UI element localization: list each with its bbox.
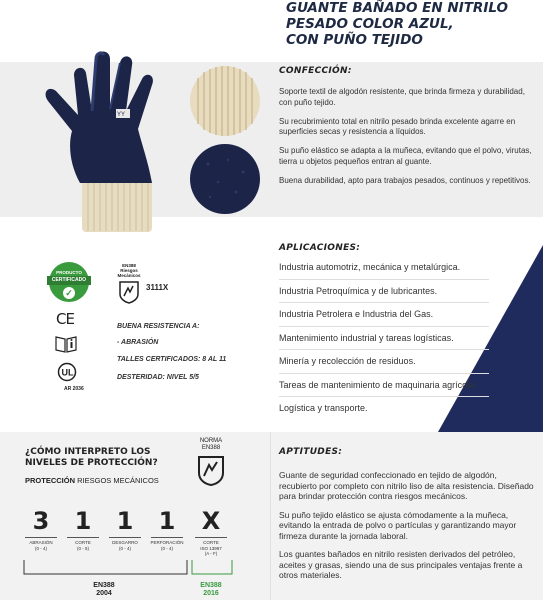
list-item: Industria automotriz, mecánica y metalúrgica. bbox=[279, 262, 489, 280]
level-label: PERFORACIÓN (0 - 4) bbox=[150, 540, 184, 551]
en388-2016-label: EN388 2016 bbox=[200, 582, 222, 597]
en388-shield-icon bbox=[197, 455, 225, 487]
list-item: Buena durabilidad, apto para trabajos pesados, continuos y repetitivos. bbox=[279, 175, 531, 185]
en388-code: 3111X bbox=[146, 283, 169, 292]
interpretacion-subtitle: PROTECCIÓN RIESGOS MECÁNICOS bbox=[25, 476, 159, 485]
standard-brackets bbox=[20, 560, 245, 580]
confeccion-heading: CONFECCIÓN: bbox=[279, 66, 352, 76]
level-label: ABRASIÓN (0 - 4) bbox=[29, 540, 53, 551]
level-digit-desgarro: 1 bbox=[116, 507, 134, 535]
ul-mark bbox=[57, 362, 77, 382]
list-item: Tareas de mantenimiento de maquinaria agrícola. bbox=[279, 380, 489, 398]
level-label: CORTE (0 - 5) bbox=[75, 540, 91, 551]
en388-2004-label: EN388 2004 bbox=[93, 582, 115, 597]
list-item: Soporte textil de algodón resistente, que brinda firmeza y durabilidad, con puño tejido. bbox=[279, 87, 525, 107]
badge-top-text: PRODUCTO bbox=[56, 270, 82, 275]
paragraph: Guante de seguridad confeccionado en tejido de algodón, recubierto por completo con nitrilo liso de alta resistencia. Diseñado para brindar protección contra riesgos mecánicos. bbox=[279, 470, 534, 501]
level-digit-perforacion: 1 bbox=[158, 507, 176, 535]
level-digit-abrasion: 3 bbox=[32, 507, 50, 535]
resistencia-label: BUENA RESISTENCIA A: bbox=[117, 323, 200, 330]
list-item: Mantenimiento industrial y tareas logísticas. bbox=[279, 333, 489, 351]
aptitudes-heading: APTITUDES: bbox=[279, 447, 343, 457]
level-label: DESGARRO (0 - 4) bbox=[112, 540, 138, 551]
list-item: Logística y transporte. bbox=[279, 403, 368, 413]
en388-label: EN388 Riesgos Mecánicos bbox=[117, 263, 141, 278]
destreza-label: DESTERIDAD: NIVEL 5/5 bbox=[117, 374, 199, 381]
level-label: CORTE ISO 13997 (A - F) bbox=[200, 540, 222, 556]
level-digit-corte-iso: X bbox=[201, 507, 221, 535]
level-underline bbox=[67, 537, 99, 538]
norma-label: NORMA EN388 bbox=[199, 438, 223, 451]
aplicaciones-list bbox=[279, 262, 489, 426]
title-line-1: GUANTE BAÑADO EN NITRILO bbox=[286, 0, 508, 16]
aptitudes-text bbox=[279, 470, 537, 589]
level-underline bbox=[109, 537, 141, 538]
level-digit-corte: 1 bbox=[74, 507, 92, 535]
ce-mark: CE bbox=[56, 310, 74, 328]
level-underline bbox=[151, 537, 183, 538]
level-underline bbox=[195, 537, 227, 538]
title-line-3: CON PUÑO TEJIDO bbox=[286, 32, 423, 48]
list-item: Minería y recolección de residuos. bbox=[279, 356, 489, 374]
badge-main-text: CERTIFICADO bbox=[47, 276, 91, 285]
certified-badge bbox=[49, 262, 89, 302]
aplicaciones-heading: APLICACIONES: bbox=[279, 243, 361, 253]
en388-shield-icon bbox=[118, 280, 140, 304]
list-item: Su recubrimiento total en nitrilo pesado brinda excelente agarre en superficies secas y resistencia a líquidos. bbox=[279, 116, 516, 136]
svg-text:YY: YY bbox=[117, 112, 126, 118]
svg-text:UL: UL bbox=[61, 367, 74, 378]
list-item: Industria Petroquímica y de lubricantes. bbox=[279, 286, 489, 304]
level-underline bbox=[25, 537, 57, 538]
ul-code: AR 2036 bbox=[64, 386, 84, 392]
interpretacion-title: ¿CÓMO INTERPRETO LOS NIVELES DE PROTECCIÓN? bbox=[25, 447, 158, 468]
tallas-label: TALLES CERTIFICADOS: 8 AL 11 bbox=[117, 356, 227, 363]
band-divider bbox=[270, 432, 271, 600]
title-line-2: PESADO COLOR AZUL, bbox=[286, 16, 454, 32]
list-item: Industria Petrolera e Industria del Gas. bbox=[279, 309, 489, 327]
list-item: Su puño elástico se adapta a la muñeca, evitando que el polvo, virutas, tierra u objetos pequeños entran al guante. bbox=[279, 146, 532, 166]
paragraph: Los guantes bañados en nitrilo resisten derivados del petróleo, aceites y grasas, siendo una de sus principales ventajas frente a otros materiales. bbox=[279, 549, 523, 580]
manual-icon bbox=[55, 335, 77, 353]
check-icon: ✓ bbox=[63, 287, 75, 299]
paragraph: Su puño tejido elástico se ajusta cómodamente a la muñeca, evitando la entrada de polvo o partículas y garantizando mayor firmeza durante la jornada laboral. bbox=[279, 509, 517, 541]
abrasion-label: - ABRASIÓN bbox=[117, 339, 159, 346]
